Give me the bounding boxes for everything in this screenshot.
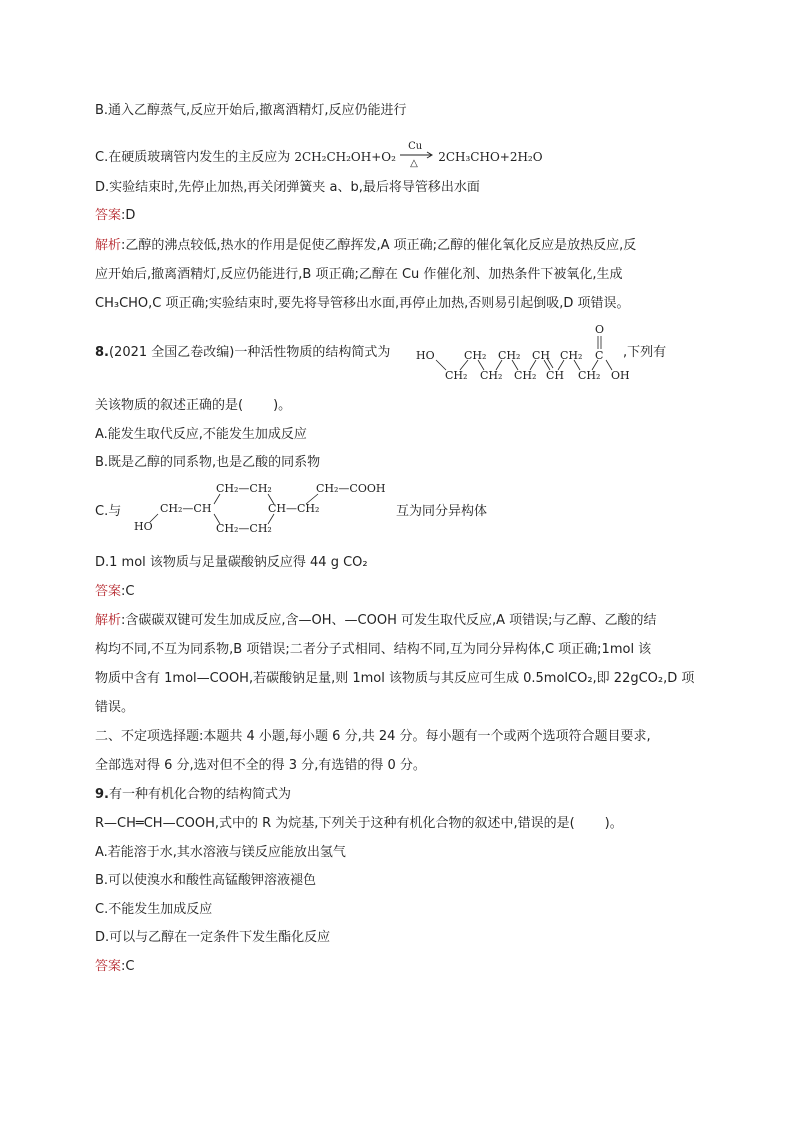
- q9-option-b: B.可以使溴水和酸性高锰酸钾溶液褪色: [95, 873, 317, 888]
- q9-option-d: D.可以与乙醇在一定条件下发生酯化反应: [95, 930, 331, 945]
- question-number: 9.: [95, 787, 109, 802]
- heat-triangle-icon: △: [410, 157, 418, 169]
- answer-value: :C: [121, 584, 135, 599]
- q9-stem-line-1: 9.有一种有机化合物的结构简式为: [95, 787, 291, 802]
- q8-analysis-line-3: 物质中含有 1mol—COOH,若碳酸钠足量,则 1mol 该物质与其反应可生成 0.5molCO₂,即 22gCO₂,D 项: [95, 671, 695, 686]
- q8-option-a: A.能发生取代反应,不能发生加成反应: [95, 427, 307, 442]
- question-number: 8.: [95, 345, 109, 360]
- q8-option-b: B.既是乙醇的同系物,也是乙酸的同系物: [95, 455, 321, 470]
- analysis-label: 解析: [95, 238, 122, 253]
- q7-answer: [95, 206, 135, 226]
- bond-lines-icon: [412, 322, 622, 384]
- q8-analysis-line-2: 构均不同,不互为同系物,B 项错误;二者分子式相同、结构不同,互为同分异构体,C 项正确;1mol 该: [95, 642, 652, 657]
- q8-stem-line-1-end: ,下列有: [623, 345, 667, 360]
- q7-analysis-line-3: CH₃CHO,C 项正确;实验结束时,要先将导管移出水面,再停止加热,否则易引起倒吸,D 项错误。: [95, 296, 630, 311]
- q7-option-b: B.通入乙醇蒸气,反应开始后,撤离酒精灯,反应仍能进行: [95, 103, 407, 118]
- ring-bond-lines-icon: [130, 480, 390, 544]
- section-2-heading-line-1: 二、不定项选择题:本题共 4 小题,每小题 6 分,共 24 分。每小题有一个或两个选项符合题目要求,: [95, 729, 651, 744]
- answer-label: 答案: [95, 959, 122, 974]
- q8-answer: [95, 582, 134, 602]
- q8-option-c-suffix: 互为同分异构体: [396, 504, 488, 519]
- reaction-arrow-icon: [400, 140, 434, 169]
- q8-stem-line-1: 8.(2021 全国乙卷改编)一种活性物质的结构简式为: [95, 345, 391, 360]
- q7-reaction-left: 2CH₂CH₂OH+O₂: [294, 150, 396, 164]
- q8-analysis-line-4: 错误。: [95, 700, 135, 715]
- q7-option-d: D.实验结束时,先停止加热,再关闭弹簧夹 a、b,最后将导管移出水面: [95, 180, 480, 195]
- answer-value: :D: [121, 208, 136, 223]
- q7-option-c-prefix: C.在硬质玻璃管内发生的主反应为: [95, 150, 291, 165]
- section-2-heading-line-2: 全部选对得 6 分,选对但不全的得 3 分,有选错的得 0 分。: [95, 758, 426, 773]
- q7-reaction-right: 2CH₃CHO+2H₂O: [438, 150, 543, 164]
- q8-option-d: D.1 mol 该物质与足量碳酸钠反应得 44 g CO₂: [95, 555, 368, 570]
- q9-stem-line-2: R—CH═CH—COOH,式中的 R 为烷基,下列关于这种有机化合物的叙述中,错误的是( )。: [95, 816, 623, 831]
- q7-analysis-line-1: 解析:乙醇的沸点较低,热水的作用是促使乙醇挥发,A 项正确;乙醇的催化氧化反应是放热反应,反: [95, 238, 637, 253]
- q8-analysis-line-1: 解析:含碳碳双键可发生加成反应,含—OH、—COOH 可发生取代反应,A 项错误;与乙醇、乙酸的结: [95, 613, 657, 628]
- answer-label: 答案: [95, 208, 122, 223]
- q9-option-c: C.不能发生加成反应: [95, 902, 213, 917]
- answer-label: 答案: [95, 584, 122, 599]
- q8-option-c-structure: HO CH₂—CH CH₂—CH₂ CH₂—CH₂ CH—CH₂ CH₂—COOH: [130, 480, 390, 544]
- q8-option-c-prefix: C.与: [95, 504, 122, 519]
- q8-stem-line-2: 关该物质的叙述正确的是( )。: [95, 398, 292, 413]
- analysis-label: 解析: [95, 613, 122, 628]
- q7-catalyst: Cu: [408, 140, 423, 152]
- q8-structure: HO CH₂ CH₂ CH CH₂ C O CH₂ CH₂ CH₂ CH CH₂ OH: [412, 322, 622, 384]
- q9-option-a: A.若能溶于水,其水溶液与镁反应能放出氢气: [95, 845, 346, 860]
- q7-analysis-line-2: 应开始后,撤离酒精灯,反应仍能进行,B 项正确;乙醇在 Cu 作催化剂、加热条件下被氧化,生成: [95, 267, 623, 282]
- q9-answer: [95, 957, 134, 977]
- answer-value: :C: [121, 959, 135, 974]
- q7-option-c: [95, 140, 543, 169]
